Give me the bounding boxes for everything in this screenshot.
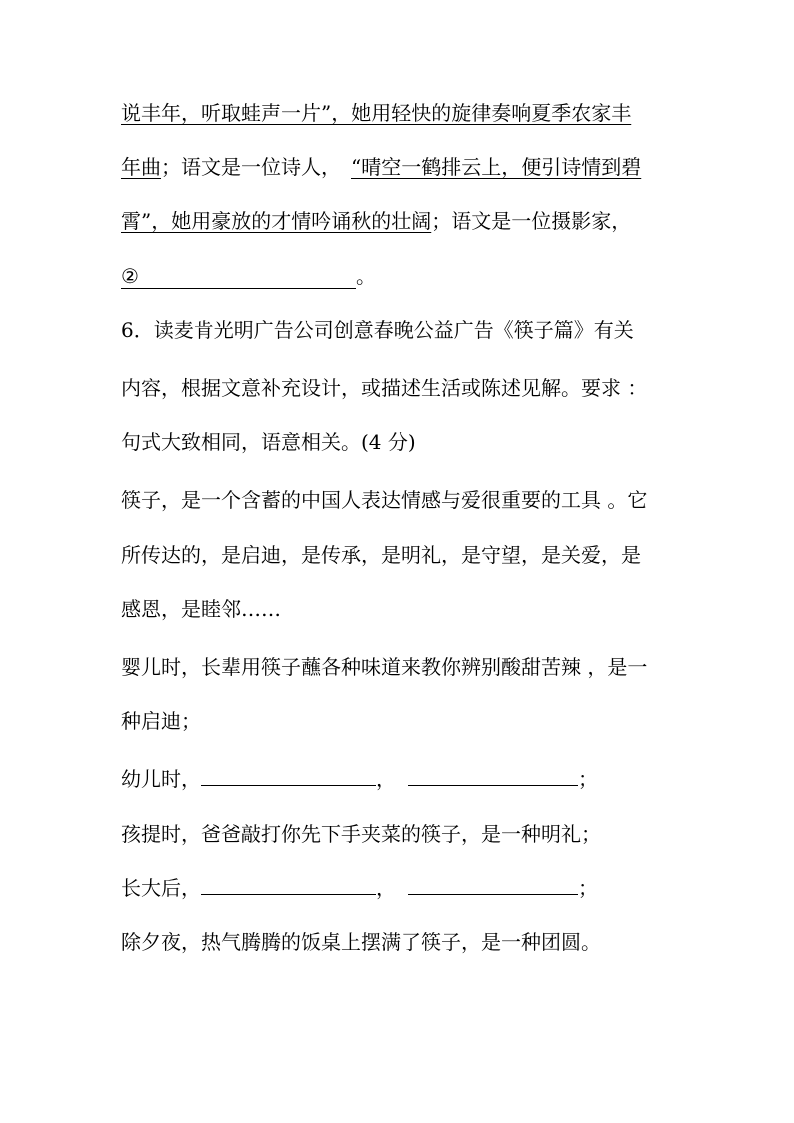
text-span: ；语文是一位摄影家，	[431, 209, 632, 233]
blank-label: 幼儿时，	[121, 767, 201, 791]
underlined-poem-end: 霄”，她用豪放的才情吟诵秋的壮阔	[121, 209, 432, 233]
blank-label: 长大后，	[121, 876, 201, 900]
passage-p1-line-1: 筷子，是一个含蓄的中国人表达情感与爱很重要的工具 。它	[121, 488, 648, 512]
prev-question-line-3	[121, 209, 631, 233]
prev-question-line-4	[121, 264, 376, 289]
semicolon: ；	[578, 876, 598, 900]
underlined-phrase: 年曲	[121, 155, 161, 179]
answer-blank-2[interactable]	[121, 264, 356, 289]
passage-p2-line-1: 婴儿时，长辈用筷子蘸各种味道来教你辨别酸甜苦辣 ，是一	[121, 655, 648, 679]
prev-question-line-2	[121, 155, 641, 179]
answer-blank-d[interactable]	[408, 876, 578, 895]
answer-blank-b[interactable]	[408, 767, 578, 786]
semicolon: ；	[578, 767, 598, 791]
question-6-line-3: 句式大致相同，语意相关。(4 分)	[121, 430, 416, 454]
passage-p1-line-2: 所传达的，是启迪，是传承，是明礼，是守望，是关爱，是	[121, 543, 641, 567]
comma: ，	[376, 876, 396, 900]
period: 。	[356, 264, 376, 288]
text-span: ；语文是一位诗人，	[161, 155, 341, 179]
answer-blank-c[interactable]	[201, 876, 376, 895]
underlined-poem: “晴空一鹤排云上，便引诗情到碧	[351, 155, 642, 179]
passage-p4: 除夕夜，热气腾腾的饭桌上摆满了筷子，是一种团圆。	[121, 930, 601, 954]
prev-question-line-1: 说丰年，听取蛙声一片”，她用轻快的旋律奏响夏季农家丰	[121, 101, 632, 125]
passage-p3: 孩提时，爸爸敲打你先下手夹菜的筷子，是一种明礼；	[121, 822, 601, 846]
passage-p2-line-2: 种启迪；	[121, 709, 201, 733]
answer-blank-a[interactable]	[201, 767, 376, 786]
comma: ，	[376, 767, 396, 791]
fill-blank-line-1	[121, 767, 598, 791]
passage-p1-line-3: 感恩，是睦邻……	[121, 597, 281, 621]
question-6-title: 6．读麦肯光明广告公司创意春晚公益广告《筷子篇》有关	[121, 318, 634, 342]
fill-blank-line-2	[121, 876, 598, 900]
circled-number: ②	[121, 264, 139, 288]
question-6-line-2: 内容，根据文意补充设计，或描述生活或陈述见解。要求 ：	[121, 376, 648, 400]
